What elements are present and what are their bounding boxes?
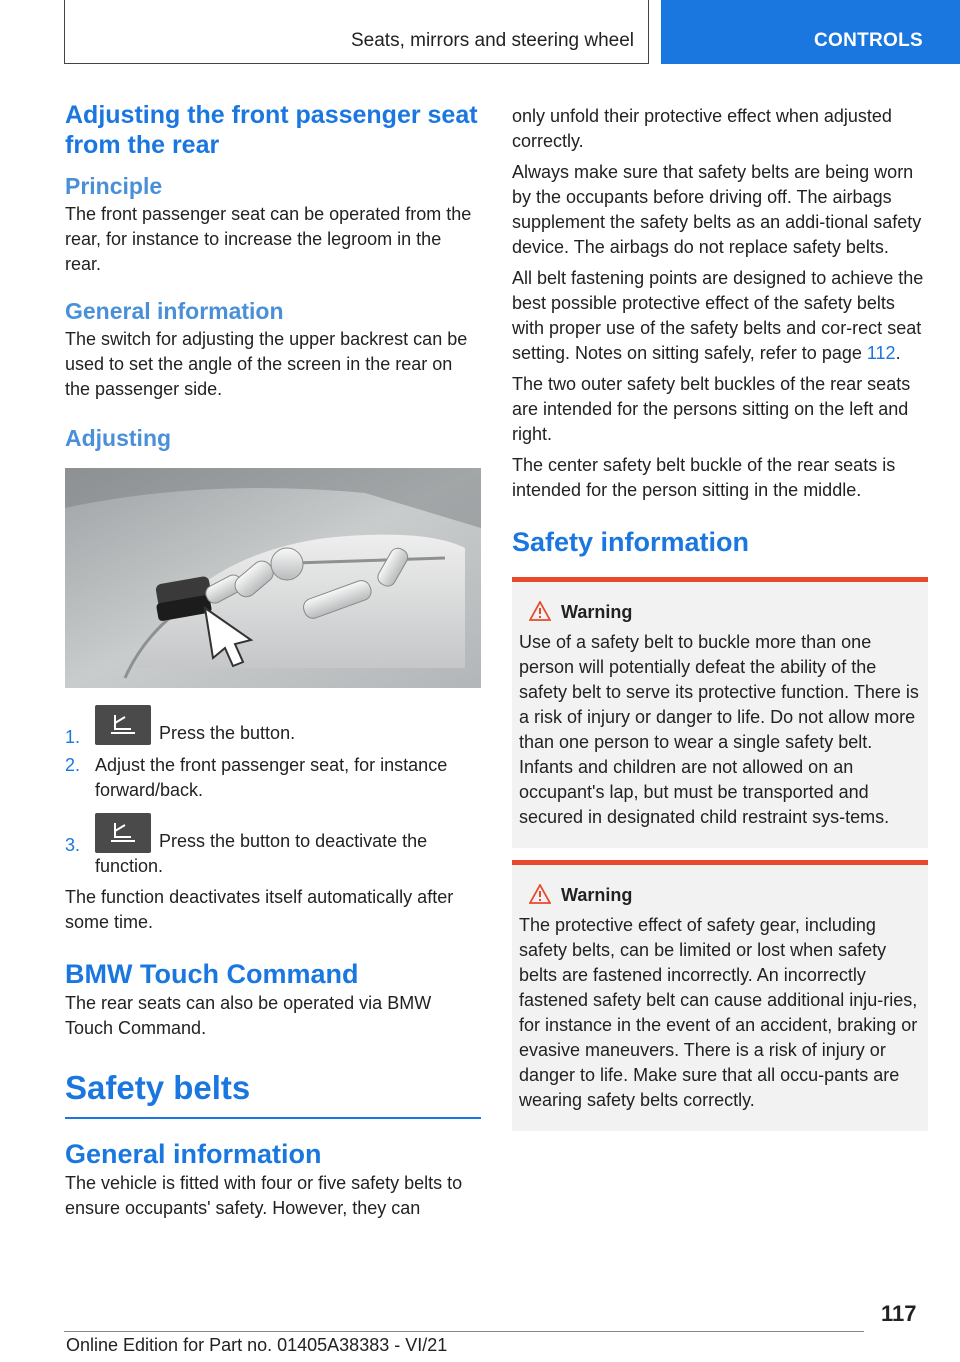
general-information-text: The switch for adjusting the upper backrest can be used to set the angle of the screen in the rear on the passenger side. <box>65 329 468 399</box>
warning-text: Use of a safety belt to buckle more than one person will potentially defeat the ability of the safety belt to serve its protective function. There is a risk of injury or danger to life. Do not allow more than one person to wear a single safety belt. Infants and children are not allowed on an occupant's lap, but must be transported and secured in designated child restraint sys-tems. <box>519 632 919 827</box>
step-number: 3. <box>65 835 81 855</box>
touch-command-text: The rear seats can also be operated via BMW Touch Command. <box>65 993 432 1038</box>
belts-text-1: only unfold their protective effect when adjusted correctly. <box>512 106 892 151</box>
belts-text-3-end: . <box>895 343 901 363</box>
page-number: 117 <box>881 1301 917 1326</box>
adjust-steps-list <box>65 705 481 879</box>
list-item <box>65 813 481 879</box>
left-column <box>65 100 481 1221</box>
heading-principle: Principle <box>65 173 163 199</box>
step-number: 1. <box>65 727 81 747</box>
seat-controls-photo <box>65 468 481 693</box>
belts-text-3-start: All belt fastening points are designed to achieve the best possible protective effect of the safety belts with proper use of the safety belts and cor-rect seat setting. Notes on sitting safely, refer to page <box>512 268 924 363</box>
chapter-tab[interactable] <box>661 0 960 64</box>
belts-text-4: The two outer safety belt buckles of the rear seats are intended for the persons sitting on the left and right. <box>512 374 911 444</box>
list-item <box>65 705 481 747</box>
heading-safety-information: Safety information <box>512 527 750 557</box>
principle-text: The front passenger seat can be operated from the rear, for instance to increase the legroom in the rear. <box>65 204 472 274</box>
belts-text-3 <box>512 266 928 366</box>
page-reference-link[interactable]: 112 <box>866 343 896 363</box>
right-column <box>512 104 928 1131</box>
step-text: Adjust the front passenger seat, for instance forward/back. <box>95 755 448 800</box>
step-text: Press the button. <box>159 723 296 743</box>
warning-triangle-icon <box>529 601 551 621</box>
warning-text: The protective effect of safety gear, including safety belts, can be limited or lost when safety belts are fastened incorrectly. An incorrectly fastened safety belt can cause additional inju-ries, for instance in the event of an accident, braking or evasive maneuvers. There is a risk of injury or danger to life. Make sure that all occu-pants are wearing safety belts correctly. <box>519 915 918 1110</box>
warning-box <box>512 577 928 848</box>
section-title: Seats, mirrors and steering wheel <box>350 30 634 51</box>
chapter-label: CONTROLS <box>814 30 924 51</box>
heading-safety-belts: Safety belts <box>65 1069 481 1119</box>
warning-heading <box>519 600 921 624</box>
heading-bmw-touch-command: BMW Touch Command <box>65 959 359 989</box>
heading-adjust-rear: Adjusting the front passenger seat from the rear <box>65 101 478 159</box>
warning-triangle-icon <box>529 884 551 904</box>
warning-heading <box>519 883 921 907</box>
step-number: 2. <box>65 755 81 775</box>
seat-button-icon <box>95 705 151 745</box>
header-section-box <box>64 0 649 64</box>
belts-text-2: Always make sure that safety belts are being worn by the occupants before driving off. The airbags supplement the safety belts as an addi-tional safety device. The airbags do not replace safety belts. <box>512 162 922 257</box>
heading-general-information: General information <box>65 298 284 324</box>
heading-adjusting: Adjusting <box>65 425 172 451</box>
belts-general-text: The vehicle is fitted with four or five safety belts to ensure occupants' safety. However, they can <box>65 1173 463 1218</box>
footer-divider <box>64 1331 864 1332</box>
footer-edition: Online Edition for Part no. 01405A38383 - VI/21 <box>66 1335 448 1355</box>
deactivate-text: The function deactivates itself automatically after some time. <box>65 887 454 932</box>
warning-title: Warning <box>561 885 633 905</box>
belts-text-5: The center safety belt buckle of the rear seats is intended for the person sitting in the middle. <box>512 455 896 500</box>
seat-button-icon <box>95 813 151 853</box>
step-text: Press the button to deactivate the function. <box>95 831 428 876</box>
heading-general-information-belts: General information <box>65 1139 322 1169</box>
list-item <box>65 753 481 803</box>
warning-title: Warning <box>561 602 633 622</box>
warning-box <box>512 860 928 1131</box>
